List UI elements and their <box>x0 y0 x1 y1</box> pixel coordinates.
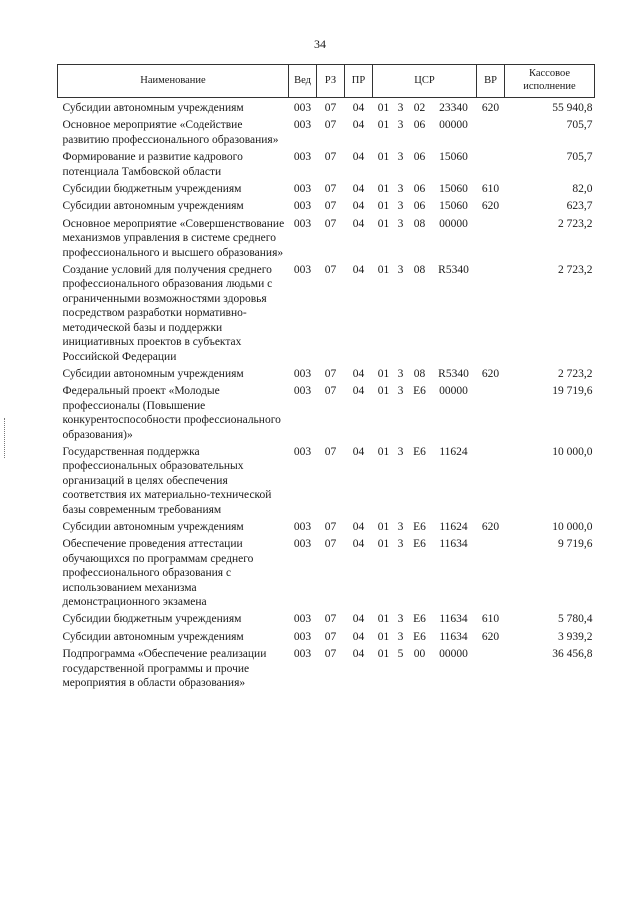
row-ved: 003 <box>293 648 312 661</box>
csr-subprogram: 3 <box>397 102 404 114</box>
csr-event: E6 <box>413 538 426 551</box>
csr-program: 01 <box>377 538 390 551</box>
row-ved: 003 <box>293 367 312 380</box>
row-name: Субсидии автономным учреждениям <box>62 200 244 213</box>
table-row <box>58 98 595 116</box>
row-rz: 07 <box>324 151 337 164</box>
table-row <box>58 381 595 442</box>
row-amount: 9 719,6 <box>558 538 593 551</box>
row-ved: 003 <box>293 520 312 533</box>
header-vr: ВР <box>477 65 505 98</box>
csr-subprogram: 3 <box>397 445 404 458</box>
row-name: Субсидии автономным учреждениям <box>62 102 244 114</box>
csr-direction: 00000 <box>439 648 468 661</box>
row-name: Формирование и развитие кадрового потенциала Тамбовской области <box>62 151 243 178</box>
csr-subprogram: 3 <box>397 217 404 230</box>
row-rz: 07 <box>324 385 337 398</box>
row-csr <box>373 98 477 116</box>
row-csr <box>373 147 477 179</box>
row-ved: 003 <box>293 445 312 458</box>
row-rz: 07 <box>324 445 337 458</box>
row-rz: 07 <box>324 648 337 661</box>
row-csr <box>373 364 477 381</box>
csr-event: 06 <box>413 151 426 164</box>
csr-program: 01 <box>377 102 390 114</box>
csr-direction: R5340 <box>438 264 469 277</box>
csr-event: E6 <box>413 520 426 533</box>
header-name: Наименование <box>58 65 289 98</box>
csr-program: 01 <box>377 367 390 380</box>
csr-program: 01 <box>377 445 390 458</box>
row-amount: 2 723,2 <box>558 217 593 230</box>
row-csr <box>373 442 477 517</box>
csr-program: 01 <box>377 151 390 164</box>
csr-direction: 00000 <box>439 119 468 132</box>
row-rz: 07 <box>324 630 337 643</box>
row-pr: 04 <box>352 613 365 626</box>
row-name: Субсидии бюджетным учреждениям <box>62 183 242 196</box>
row-name: Субсидии автономным учреждениям <box>62 520 244 533</box>
csr-event: E6 <box>413 385 426 398</box>
row-amount: 10 000,0 <box>552 445 593 458</box>
row-ved: 003 <box>293 385 312 398</box>
header-pr: ПР <box>345 65 373 98</box>
row-ved: 003 <box>293 630 312 643</box>
row-rz: 07 <box>324 119 337 132</box>
csr-event: E6 <box>413 445 426 458</box>
row-csr <box>373 609 477 626</box>
row-name: Субсидии бюджетным учреждениям <box>62 613 242 626</box>
row-vr: 620 <box>481 200 500 213</box>
header-csr: ЦСР <box>373 65 477 98</box>
row-csr <box>373 627 477 644</box>
row-amount: 623,7 <box>566 200 593 213</box>
row-csr <box>373 260 477 364</box>
row-pr: 04 <box>352 648 365 661</box>
csr-event: 08 <box>413 367 426 380</box>
row-csr <box>373 644 477 690</box>
csr-event: 02 <box>413 102 426 114</box>
csr-direction: 11634 <box>439 613 468 626</box>
row-vr: 620 <box>481 630 500 643</box>
row-rz: 07 <box>324 264 337 277</box>
row-pr: 04 <box>352 630 365 643</box>
row-pr: 04 <box>352 367 365 380</box>
row-rz: 07 <box>324 102 337 114</box>
row-pr: 04 <box>352 217 365 230</box>
csr-direction: 11634 <box>439 538 468 551</box>
table-row <box>58 147 595 179</box>
row-amount: 55 940,8 <box>552 102 593 114</box>
header-amount: Кассовое исполнение <box>505 65 595 98</box>
row-vr <box>477 534 505 609</box>
row-rz: 07 <box>324 183 337 196</box>
row-name: Обеспечение проведения аттестации обучающихся по программам среднего профессионального образования с использованием механизма демонстрационного экзамена <box>62 538 254 608</box>
csr-subprogram: 3 <box>397 200 404 213</box>
row-vr <box>477 147 505 179</box>
row-csr <box>373 214 477 260</box>
row-rz: 07 <box>324 520 337 533</box>
csr-program: 01 <box>377 119 390 132</box>
csr-subprogram: 3 <box>397 151 404 164</box>
row-pr: 04 <box>352 538 365 551</box>
header-rz: РЗ <box>317 65 345 98</box>
row-name: Субсидии автономным учреждениям <box>62 630 244 643</box>
csr-direction: 15060 <box>439 183 468 196</box>
row-vr <box>477 260 505 364</box>
row-amount: 19 719,6 <box>552 385 593 398</box>
csr-program: 01 <box>377 385 390 398</box>
row-rz: 07 <box>324 367 337 380</box>
row-vr <box>477 115 505 147</box>
table-row <box>58 214 595 260</box>
csr-direction: 15060 <box>439 200 468 213</box>
page-number: 34 <box>314 37 326 51</box>
row-ved: 003 <box>293 102 312 114</box>
csr-event: 06 <box>413 200 426 213</box>
row-amount: 3 939,2 <box>558 630 593 643</box>
csr-subprogram: 3 <box>397 119 404 132</box>
csr-subprogram: 3 <box>397 613 404 626</box>
csr-event: 06 <box>413 183 426 196</box>
row-amount: 5 780,4 <box>558 613 593 626</box>
row-name: Основное мероприятие «Содействие развитию профессионального образования» <box>62 119 279 146</box>
row-vr <box>477 214 505 260</box>
row-name: Федеральный проект «Молодые профессионалы (Повышение конкурентоспособности профессионального образования)» <box>62 385 281 441</box>
row-ved: 003 <box>293 200 312 213</box>
row-ved: 003 <box>293 151 312 164</box>
csr-program: 01 <box>377 648 390 661</box>
row-csr <box>373 196 477 213</box>
row-amount: 705,7 <box>566 119 593 132</box>
row-name: Субсидии автономным учреждениям <box>62 367 244 380</box>
row-rz: 07 <box>324 217 337 230</box>
row-ved: 003 <box>293 538 312 551</box>
csr-program: 01 <box>377 183 390 196</box>
table-row <box>58 627 595 644</box>
row-vr <box>477 442 505 517</box>
row-pr: 04 <box>352 200 365 213</box>
row-ved: 003 <box>293 183 312 196</box>
csr-program: 01 <box>377 264 390 277</box>
row-pr: 04 <box>352 151 365 164</box>
table-row <box>58 644 595 690</box>
row-csr <box>373 517 477 534</box>
csr-subprogram: 3 <box>397 264 404 277</box>
row-amount: 705,7 <box>566 151 593 164</box>
csr-subprogram: 5 <box>397 648 404 661</box>
csr-subprogram: 3 <box>397 630 404 643</box>
row-name: Подпрограмма «Обеспечение реализации государственной программы и прочие мероприятия в области образования» <box>62 648 267 690</box>
row-amount: 10 000,0 <box>552 520 593 533</box>
row-name: Государственная поддержка профессиональных образовательных организаций в целях обеспечения соответствия их материально-технической базы современным требованиям <box>62 445 272 516</box>
row-amount: 2 723,2 <box>558 264 593 277</box>
csr-subprogram: 3 <box>397 183 404 196</box>
csr-event: 00 <box>413 648 426 661</box>
row-amount: 82,0 <box>572 183 593 196</box>
row-pr: 04 <box>352 445 365 458</box>
table-row <box>58 179 595 196</box>
row-pr: 04 <box>352 119 365 132</box>
csr-event: 08 <box>413 264 426 277</box>
csr-direction: R5340 <box>438 367 469 380</box>
csr-direction: 15060 <box>439 151 468 164</box>
csr-event: E6 <box>413 630 426 643</box>
csr-event: 06 <box>413 119 426 132</box>
csr-program: 01 <box>377 217 390 230</box>
csr-program: 01 <box>377 613 390 626</box>
table-row <box>58 609 595 626</box>
csr-program: 01 <box>377 630 390 643</box>
row-vr: 620 <box>481 367 500 380</box>
table-row <box>58 364 595 381</box>
row-pr: 04 <box>352 520 365 533</box>
row-vr: 620 <box>481 520 500 533</box>
row-rz: 07 <box>324 538 337 551</box>
table-row <box>58 115 595 147</box>
row-ved: 003 <box>293 217 312 230</box>
row-name: Создание условий для получения среднего профессионального образования людьми с ограниченными возможностями здоровья посредством разработки нормативно-методической базы и поддержки инициативных проектов в субъектах Российской Федерации <box>62 264 273 363</box>
csr-direction: 23340 <box>439 102 468 114</box>
row-csr <box>373 179 477 196</box>
row-rz: 07 <box>324 613 337 626</box>
row-pr: 04 <box>352 385 365 398</box>
header-ved: Вед <box>289 65 317 98</box>
row-vr: 610 <box>481 613 500 626</box>
row-rz: 07 <box>324 200 337 213</box>
row-ved: 003 <box>293 119 312 132</box>
row-pr: 04 <box>352 264 365 277</box>
table-row <box>58 517 595 534</box>
scan-artifact <box>4 418 8 458</box>
csr-event: E6 <box>413 613 426 626</box>
csr-subprogram: 3 <box>397 538 404 551</box>
row-vr: 620 <box>481 102 500 114</box>
row-ved: 003 <box>293 264 312 277</box>
table-row <box>58 196 595 213</box>
row-pr: 04 <box>352 183 365 196</box>
budget-table <box>57 64 595 690</box>
row-vr <box>477 644 505 690</box>
csr-subprogram: 3 <box>397 385 404 398</box>
csr-subprogram: 3 <box>397 520 404 533</box>
row-amount: 36 456,8 <box>552 648 593 661</box>
row-csr <box>373 115 477 147</box>
table-row <box>58 260 595 364</box>
row-pr: 04 <box>352 102 365 114</box>
row-name: Основное мероприятие «Совершенствование механизмов управления в системе среднего профессионального и высшего образования» <box>62 217 285 259</box>
table-row <box>58 442 595 517</box>
row-vr <box>477 381 505 442</box>
csr-direction: 11634 <box>439 630 468 643</box>
csr-event: 08 <box>413 217 426 230</box>
csr-direction: 00000 <box>439 385 468 398</box>
row-csr <box>373 381 477 442</box>
csr-program: 01 <box>377 520 390 533</box>
row-vr: 610 <box>481 183 500 196</box>
table-header-row <box>58 65 595 98</box>
csr-direction: 11624 <box>439 520 468 533</box>
csr-direction: 11624 <box>439 445 468 458</box>
csr-direction: 00000 <box>439 217 468 230</box>
csr-subprogram: 3 <box>397 367 404 380</box>
row-csr <box>373 534 477 609</box>
table-row <box>58 534 595 609</box>
row-ved: 003 <box>293 613 312 626</box>
row-amount: 2 723,2 <box>558 367 593 380</box>
csr-program: 01 <box>377 200 390 213</box>
